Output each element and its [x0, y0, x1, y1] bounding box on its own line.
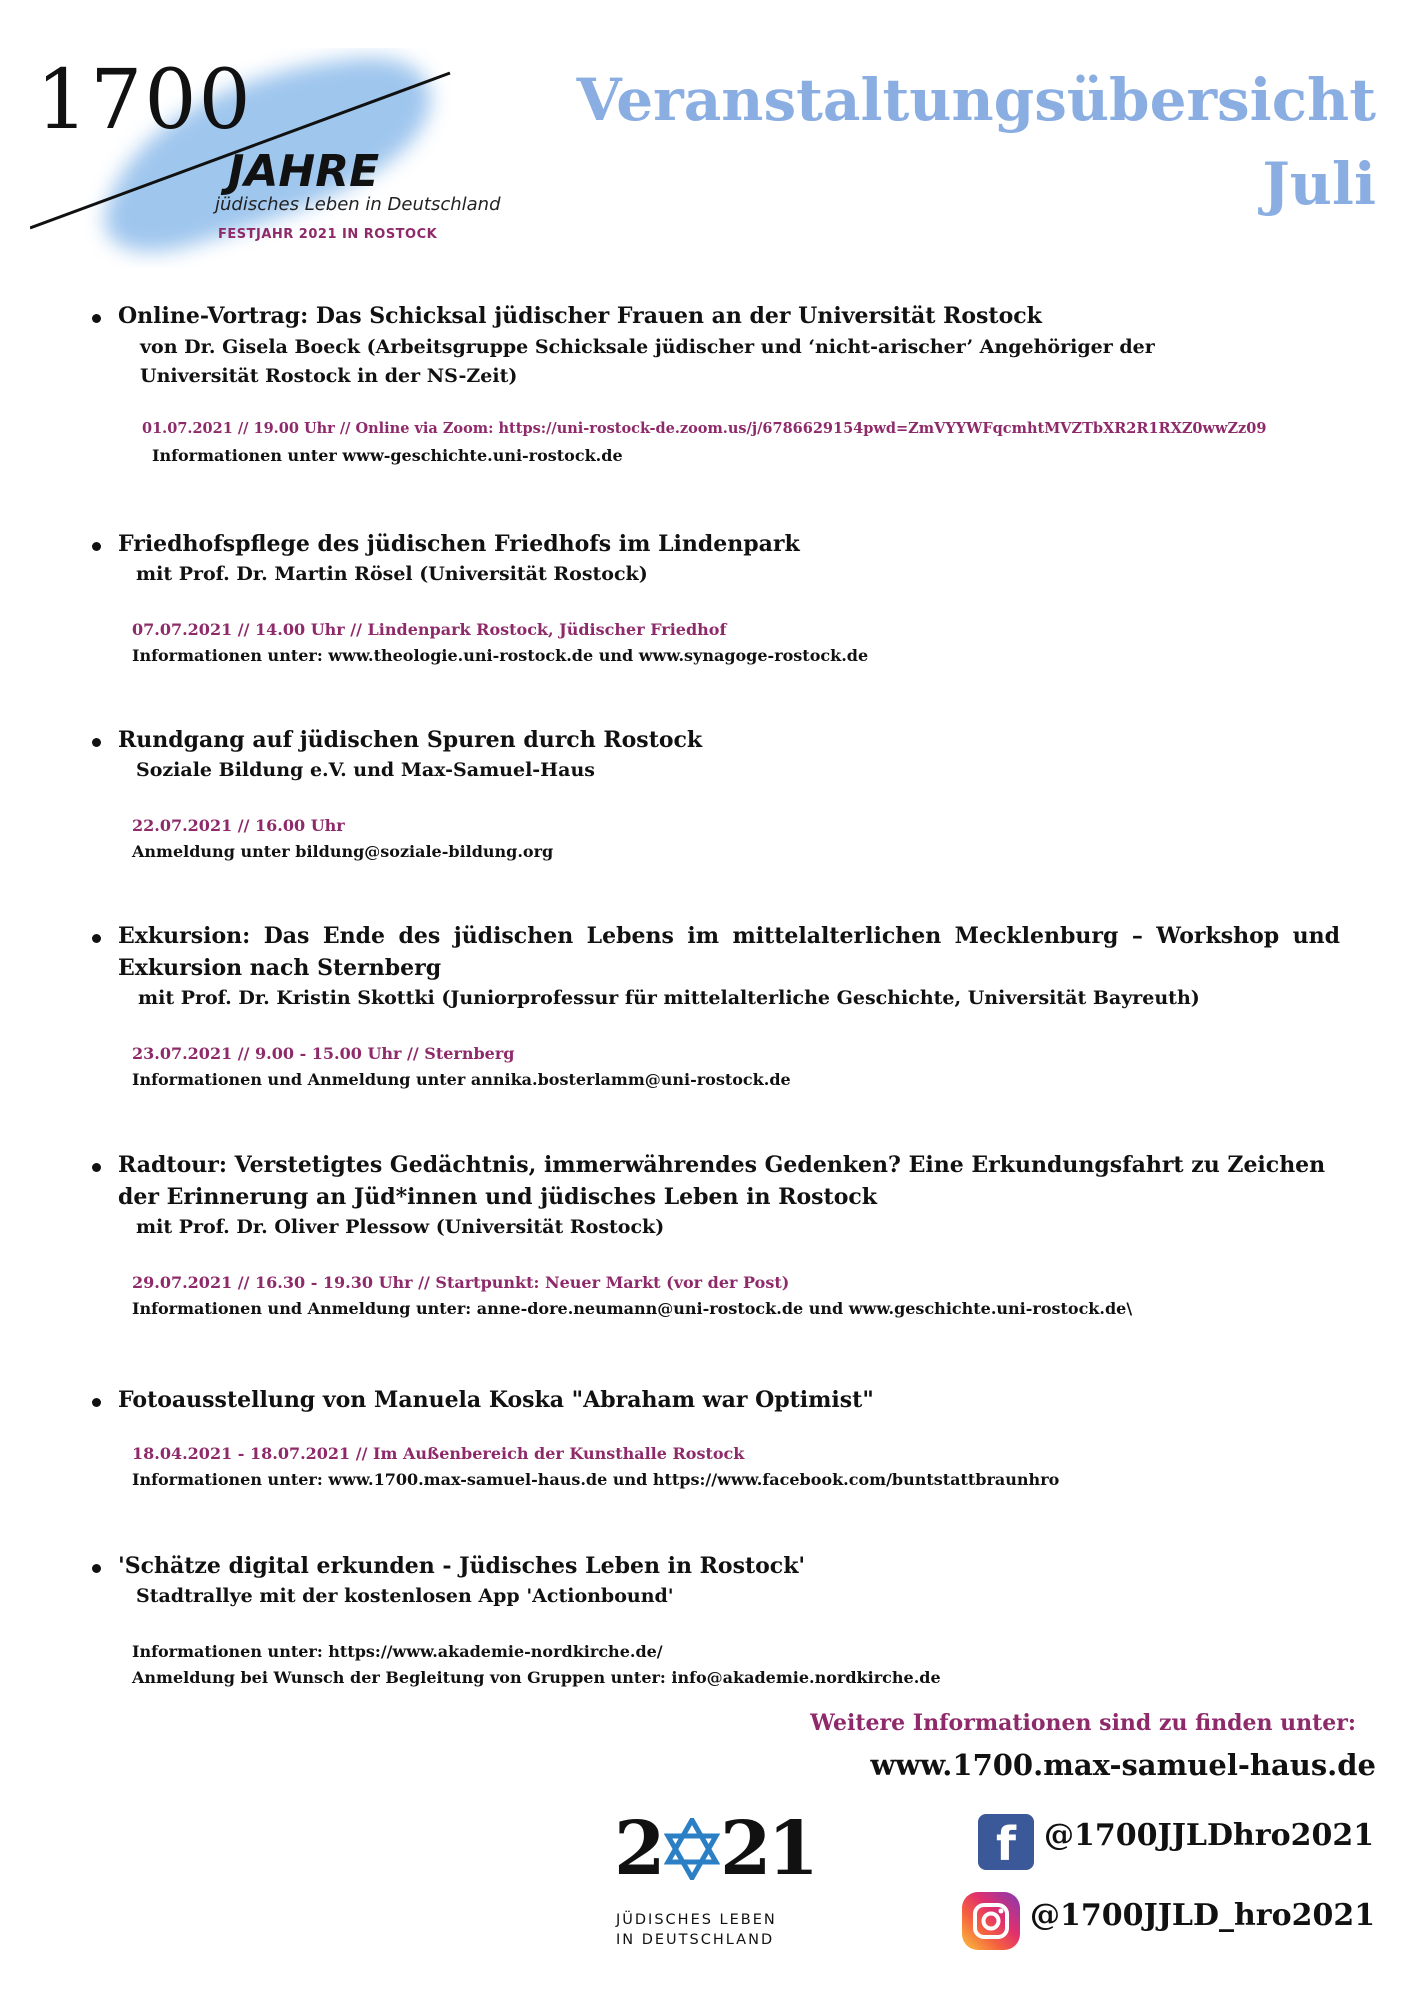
star-of-david-icon	[664, 1818, 720, 1880]
bullet-icon	[92, 1398, 101, 1407]
event-info: Informationen und Anmeldung unter annika.bosterlamm@uni-rostock.de	[132, 1070, 791, 1089]
event-date: 22.07.2021 // 16.00 Uhr	[132, 816, 345, 835]
event-date: 29.07.2021 // 16.30 - 19.30 Uhr // Startpunkt: Neuer Markt (vor der Post)	[132, 1273, 790, 1292]
anniversary-logo-line-2: IN DEUTSCHLAND	[616, 1932, 775, 1948]
event-speaker: mit Prof. Dr. Oliver Plessow (Universität Rostock)	[136, 1216, 665, 1238]
year-digit-left: 2	[614, 1806, 666, 1892]
event-title: 'Schätze digital erkunden - Jüdisches Leben in Rostock'	[118, 1553, 806, 1579]
event-speaker: mit Prof. Dr. Kristin Skottki (Juniorprofessur für mittelalterliche Geschichte, Universität Bayreuth)	[138, 987, 1200, 1009]
event-info: Informationen und Anmeldung unter: anne-dore.neumann@uni-rostock.de und www.geschichte.uni-rostock.de\	[132, 1299, 1133, 1318]
event-title: Exkursion: Das Ende des jüdischen Lebens im mittelalterlichen Mecklenburg – Workshop und Exkursion nach Sternberg	[118, 923, 1340, 981]
event-info: Informationen unter: www.theologie.uni-rostock.de und www.synagoge-rostock.de	[132, 646, 869, 665]
instagram-glyph	[962, 1892, 1020, 1950]
event-date: 23.07.2021 // 9.00 - 15.00 Uhr // Sternberg	[132, 1044, 515, 1063]
bullet-icon	[92, 738, 101, 747]
instagram-icon[interactable]	[962, 1892, 1020, 1950]
event-title: Rundgang auf jüdischen Spuren durch Rostock	[118, 727, 703, 753]
anniversary-logo	[614, 1806, 815, 1952]
logo-tagline: FESTJAHR 2021 IN ROSTOCK	[218, 227, 438, 242]
event-title: Friedhofspflege des jüdischen Friedhofs im Lindenpark	[118, 531, 800, 557]
event-info: Informationen unter www-geschichte.uni-rostock.de	[152, 446, 623, 465]
bullet-icon	[92, 934, 101, 943]
title-line-2: Juli	[1262, 150, 1376, 218]
website-link[interactable]: www.1700.max-samuel-haus.de	[870, 1748, 1376, 1782]
bullet-icon	[92, 542, 101, 551]
logo-subtitle: jüdisches Leben in Deutschland	[215, 194, 501, 215]
bullet-icon	[92, 1564, 101, 1573]
more-info-label: Weitere Informationen sind zu finden unter:	[810, 1710, 1356, 1736]
year-digits-right: 21	[720, 1806, 815, 1892]
page-title	[577, 58, 1376, 226]
facebook-handle[interactable]: @1700JJLDhro2021	[1044, 1818, 1375, 1853]
event-title: Fotoausstellung von Manuela Koska "Abraham war Optimist"	[118, 1387, 874, 1413]
event-registration: Anmeldung bei Wunsch der Begleitung von Gruppen unter: info@akademie.nordkirche.de	[132, 1668, 941, 1687]
event-speaker: mit Prof. Dr. Martin Rösel (Universität Rostock)	[136, 563, 648, 585]
event-title: Radtour: Verstetigtes Gedächtnis, immerwährendes Gedenken? Eine Erkundungsfahrt zu Zeichen der Erinnerung an Jüd*innen und jüdisches Leben in Rostock	[118, 1152, 1326, 1210]
event-description: Stadtrallye mit der kostenlosen App 'Actionbound'	[136, 1585, 674, 1607]
logo-word: JAHRE	[228, 146, 380, 197]
event-info: Informationen unter: www.1700.max-samuel-haus.de und https://www.facebook.com/buntstattbraunhro	[132, 1470, 1060, 1489]
event-info: Informationen unter: https://www.akademie-nordkirche.de/	[132, 1642, 663, 1661]
facebook-icon[interactable]: f	[978, 1814, 1034, 1870]
event-date: 07.07.2021 // 14.00 Uhr // Lindenpark Rostock, Jüdischer Friedhof	[132, 620, 727, 639]
title-line-1: Veranstaltungsübersicht	[576, 66, 1376, 134]
event-info: Anmeldung unter bildung@soziale-bildung.org	[132, 842, 554, 861]
event-date: 18.04.2021 - 18.07.2021 // Im Außenbereich der Kunsthalle Rostock	[132, 1444, 745, 1463]
event-title: Online-Vortrag: Das Schicksal jüdischer Frauen an der Universität Rostock	[118, 303, 1042, 329]
anniversary-logo-line-1: JÜDISCHES LEBEN	[616, 1912, 777, 1928]
instagram-handle[interactable]: @1700JJLD_hro2021	[1030, 1898, 1376, 1933]
logo-number: 1700	[36, 53, 253, 148]
event-date: 01.07.2021 // 19.00 Uhr // Online via Zoom: https://uni-rostock-de.zoom.us/j/6786629154pwd=ZmVYYWFqcmhtMVZTbXR2R1RXZ0wwZz09	[142, 420, 1267, 437]
bullet-icon	[92, 314, 101, 323]
bullet-icon	[92, 1163, 101, 1172]
event-speaker: von Dr. Gisela Boeck (Arbeitsgruppe Schicksale jüdischer und ‘nicht-arischer’ Angehöriger der Universität Rostock in der NS-Zeit)	[140, 336, 1155, 387]
event-speaker: Soziale Bildung e.V. und Max-Samuel-Haus	[136, 759, 595, 781]
